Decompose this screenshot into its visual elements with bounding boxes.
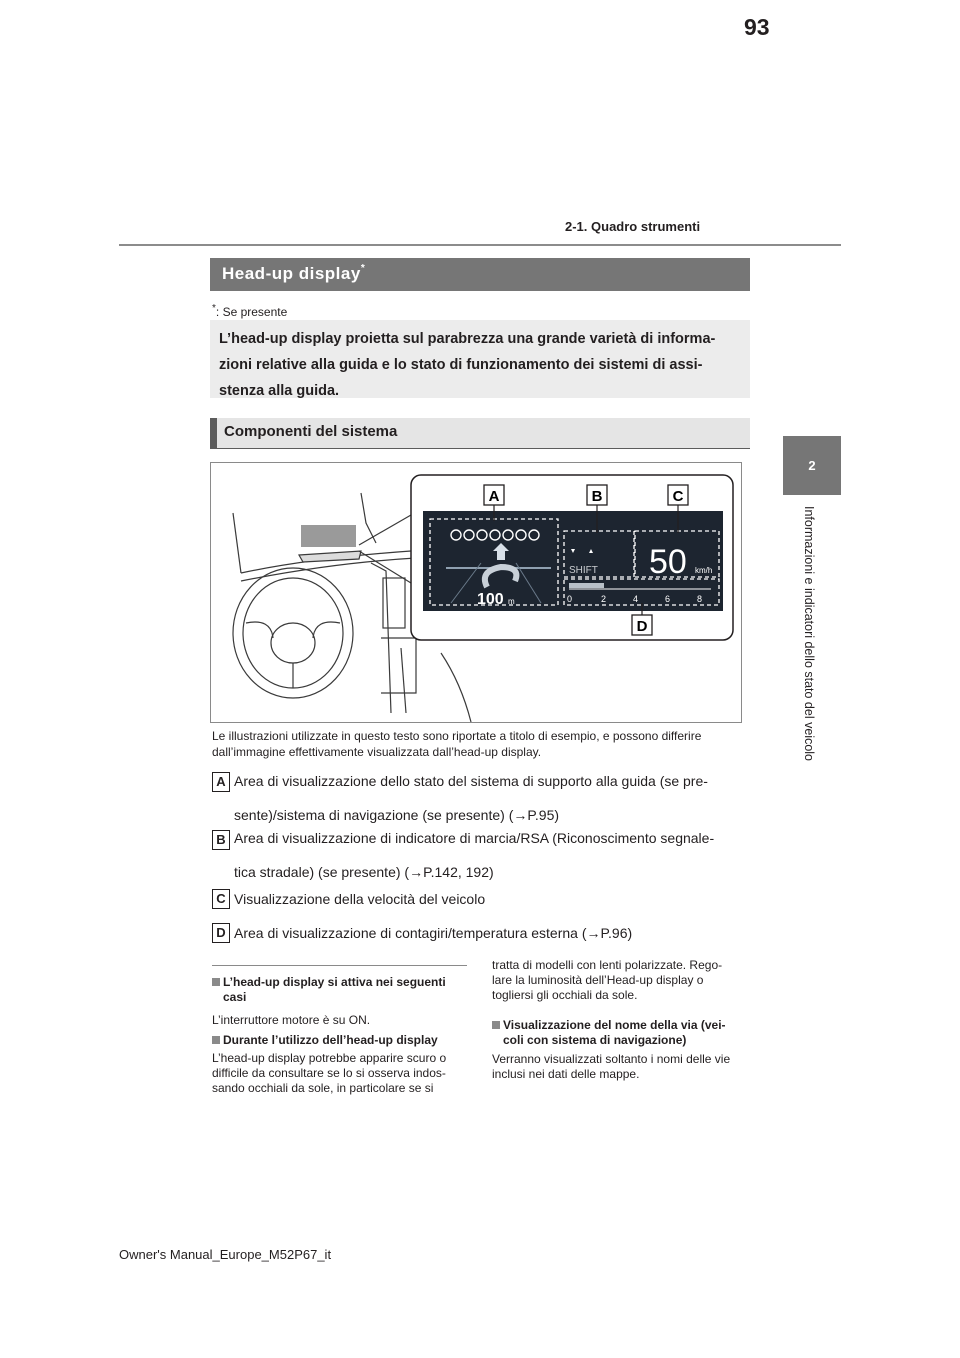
callout-d (632, 615, 652, 635)
mirror-line (361, 493, 376, 543)
title-bar (210, 258, 750, 291)
subtitle-accent (210, 418, 217, 448)
note-body (212, 1013, 472, 1028)
callout-c-label: C (672, 488, 684, 505)
steering-hub (271, 623, 315, 663)
scale-label: 2 (601, 594, 607, 604)
note-body (492, 1052, 754, 1082)
subtitle: Componenti del sistema (224, 423, 398, 440)
chapter-tab: 2 (783, 436, 841, 495)
callout-a (484, 485, 504, 505)
callout-b (587, 485, 607, 505)
caption-line: dall’immagine effettivamente visualizzata dall’head-up display. (212, 745, 542, 759)
tachometer-bar (569, 583, 604, 588)
scale-label: 8 (697, 594, 703, 604)
title-asterisk: * (360, 263, 366, 274)
note-body-line: difficile da consultare se lo si osserva indos- (212, 1066, 446, 1080)
note-body-line: L’interruttore motore è su ON. (212, 1013, 371, 1027)
note-heading-line: coli con sistema di navigazione) (503, 1033, 687, 1047)
note-heading-line: Visualizzazione del nome della via (vei- (503, 1018, 726, 1032)
footnote-text: : Se presente (215, 305, 288, 319)
item-badge: A (212, 772, 230, 792)
subtitle-bar (210, 418, 750, 448)
item-line: Area di visualizzazione di contagiri/temperatura esterna (→P.96) (234, 925, 633, 941)
note-usage (212, 1033, 474, 1096)
hud-unit (299, 551, 361, 562)
note-body-line: sando occhiali da sole, in particolare se si (212, 1081, 434, 1095)
note-usage-continued (492, 958, 752, 1003)
note-body-line: lare la luminosità dell’Head-up display o (492, 973, 704, 987)
footer-doc-id: Owner's Manual_Europe_M52P67_it (119, 1247, 332, 1262)
header-rule (119, 244, 841, 246)
note-heading-line: casi (223, 990, 247, 1004)
note-body-line: L’head-up display potrebbe apparire scuro o (212, 1051, 447, 1065)
component-item-c (212, 889, 752, 919)
note-body-line: Verranno visualizzati soltanto i nomi delle vie (492, 1052, 731, 1066)
chapter-title-container (802, 506, 826, 806)
intro-line: L’head-up display proietta sul parabrezza una grande varietà di informa- (219, 331, 716, 347)
callout-c (668, 485, 688, 505)
item-badge: C (212, 889, 230, 909)
console-line (401, 648, 406, 713)
note-heading (212, 975, 472, 1005)
item-line: Area di visualizzazione dello stato del sistema di supporto alla guida (se pre- (234, 773, 708, 789)
note-heading-line: L’head-up display si attiva nei seguenti (223, 975, 446, 989)
intro-line: zioni relative alla guida e lo stato di funzionamento dei sistemi di assi- (219, 357, 703, 373)
page-number: 93 (744, 14, 770, 40)
item-line: tica stradale) (se presente) (→P.142, 192) (234, 864, 494, 880)
callout-a-label: A (488, 488, 500, 505)
caption-line: Le illustrazioni utilizzate in questo testo sono riportate a titolo di esempio, e possono differire (212, 729, 702, 743)
item-line: Area di visualizzazione di indicatore di marcia/RSA (Riconoscimento segnale- (234, 830, 715, 846)
scale-label: 6 (665, 594, 671, 604)
figure-caption (212, 728, 747, 760)
note-heading (492, 1018, 754, 1048)
speed-unit: km/h (695, 566, 713, 575)
item-text (234, 821, 749, 889)
item-text (234, 882, 749, 916)
console-panel (381, 638, 416, 693)
footnote (212, 303, 287, 319)
intro-box (210, 320, 750, 398)
hud-illustration-svg (211, 463, 741, 722)
note-activation (212, 975, 472, 1028)
intro-text (219, 326, 739, 404)
callout-d-label: D (636, 618, 648, 635)
seat-line (441, 653, 471, 722)
item-badge: B (212, 830, 230, 850)
bullet-square (212, 1036, 220, 1044)
component-item-d (212, 923, 752, 953)
a-pillar-line (233, 513, 241, 573)
callout-b-label: B (591, 488, 603, 505)
note-heading (212, 1033, 474, 1048)
footnote-mark: * (212, 303, 216, 314)
section-label: 2-1. Quadro strumenti (565, 219, 701, 234)
item-line: Visualizzazione della velocità del veicolo (234, 891, 486, 907)
item-badge: D (212, 923, 230, 943)
nav-distance-unit: m (508, 597, 515, 606)
scale-label: 4 (633, 594, 639, 604)
note-body (492, 958, 752, 1003)
note-body-line: togliersi gli occhiali da sole. (492, 988, 638, 1002)
bullet-square (492, 1021, 500, 1029)
speed-value: 50 (649, 543, 687, 581)
note-street-names (492, 1018, 754, 1082)
note-body-line: tratta di modelli con lenti polarizzate. Rego- (492, 958, 723, 972)
bullet-square (212, 978, 220, 986)
scale-label: 0 (567, 594, 573, 604)
item-line: sente)/sistema di navigazione (se presente) (→P.95) (234, 807, 560, 823)
note-heading-line: Durante l’utilizzo dell’head-up display (223, 1033, 438, 1047)
hud-projection-plate (301, 525, 356, 547)
note-body (212, 1051, 474, 1096)
notes-rule (212, 965, 467, 966)
nav-distance: 100 (477, 591, 504, 608)
page-title-text: Head-up display (222, 264, 361, 283)
chapter-title: Informazioni e indicatori dello stato del veicolo (802, 506, 816, 761)
page-title (222, 263, 365, 284)
note-body-line: inclusi nei dati delle mappe. (492, 1067, 640, 1081)
item-text (234, 916, 749, 950)
shift-label: SHIFT (569, 565, 598, 576)
hud-illustration (210, 462, 742, 723)
subtitle-rule (210, 448, 750, 449)
intro-line: stenza alla guida. (219, 383, 340, 399)
steering-spokes (246, 622, 340, 688)
